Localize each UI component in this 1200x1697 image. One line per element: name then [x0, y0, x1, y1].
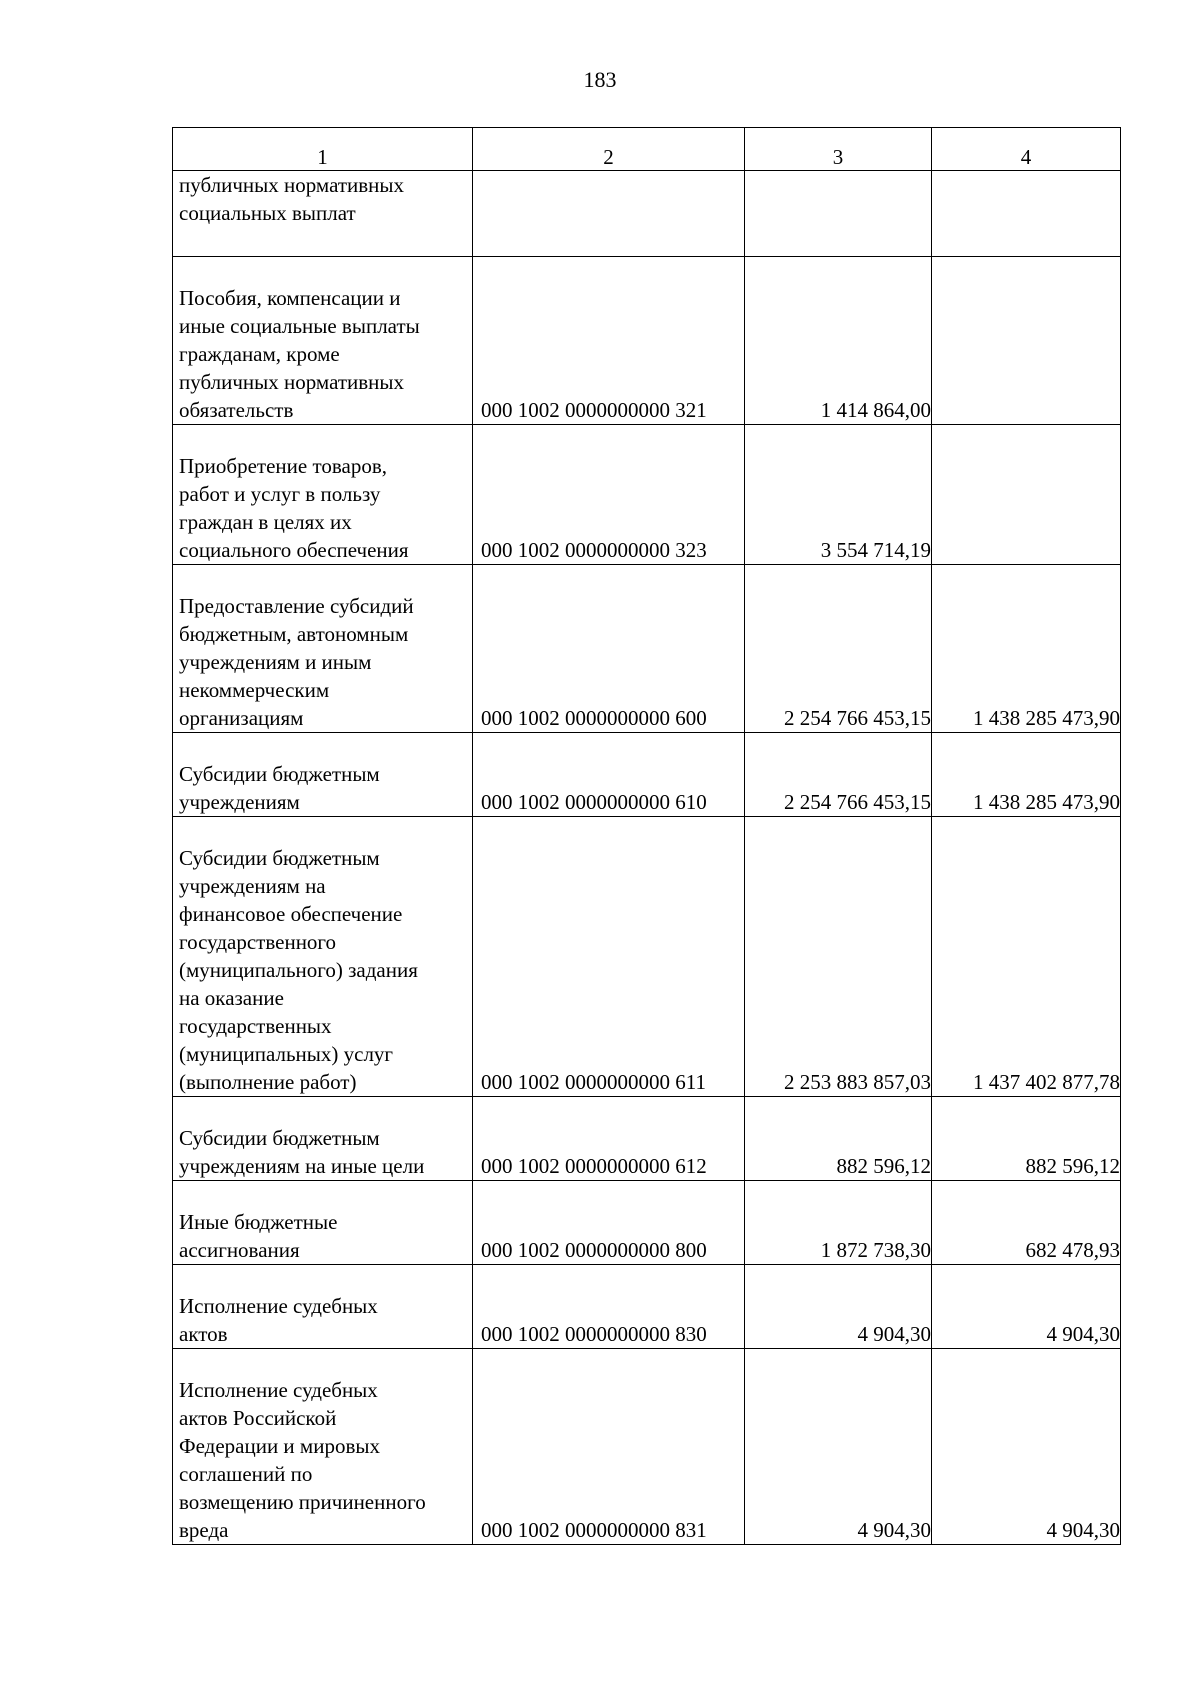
budget-code-cell: 000 1002 0000000000 600: [473, 565, 745, 733]
row-name-cell: [173, 733, 473, 817]
budget-table: [172, 127, 1121, 1545]
page-number: 183: [583, 67, 617, 92]
column-header-1: 1: [173, 128, 473, 171]
row-name-line: Исполнение судебных: [179, 1294, 378, 1318]
table-row: [173, 1349, 1121, 1545]
row-name-line: ассигнования: [179, 1238, 300, 1262]
row-name-line: публичных нормативных: [179, 370, 405, 394]
table-row: [173, 1097, 1121, 1181]
row-name-line: возмещению причиненного: [179, 1490, 426, 1514]
row-name-line: Пособия, компенсации и: [179, 286, 401, 310]
budget-code-cell: 000 1002 0000000000 831: [473, 1349, 745, 1545]
row-name-line: (муниципальных) услуг: [179, 1042, 394, 1066]
column-4-value-cell: 1 437 402 877,78: [932, 817, 1121, 1097]
table-row: [173, 257, 1121, 425]
column-3-value-cell: [745, 171, 932, 257]
row-name-cell: [173, 1097, 473, 1181]
row-name-cell: [173, 1349, 473, 1545]
table-row: [173, 817, 1121, 1097]
row-name-line: Иные бюджетные: [179, 1210, 338, 1234]
row-name-line: вреда: [179, 1518, 229, 1542]
row-name-cell: [173, 1181, 473, 1265]
table-row: [173, 1265, 1121, 1349]
column-3-value-cell: 882 596,12: [745, 1097, 932, 1181]
column-header-2: 2: [473, 128, 745, 171]
column-4-value-cell: 882 596,12: [932, 1097, 1121, 1181]
row-name-line: на оказание: [179, 986, 284, 1010]
row-name-cell: [173, 171, 473, 257]
row-name-cell: [173, 257, 473, 425]
column-4-value-cell: 682 478,93: [932, 1181, 1121, 1265]
row-name-line: учреждениям на: [179, 874, 326, 898]
row-name-line: Субсидии бюджетным: [179, 762, 380, 786]
column-3-value-cell: 3 554 714,19: [745, 425, 932, 565]
row-name-line: финансовое обеспечение: [179, 902, 403, 926]
row-name-line: Предоставление субсидий: [179, 594, 414, 618]
column-4-value-cell: [932, 171, 1121, 257]
column-3-value-cell: 2 254 766 453,15: [745, 565, 932, 733]
table-header-row: [173, 128, 1121, 171]
row-name-line: социального обеспечения: [179, 538, 409, 562]
row-name-line: организациям: [179, 706, 304, 730]
column-4-value-cell: [932, 425, 1121, 565]
table-row: [173, 565, 1121, 733]
row-name-line: бюджетным, автономным: [179, 622, 409, 646]
table-row: [173, 1181, 1121, 1265]
budget-code-cell: 000 1002 0000000000 323: [473, 425, 745, 565]
column-3-value-cell: 4 904,30: [745, 1265, 932, 1349]
row-name-line: учреждениям и иным: [179, 650, 372, 674]
column-3-value-cell: 2 254 766 453,15: [745, 733, 932, 817]
budget-code-cell: 000 1002 0000000000 612: [473, 1097, 745, 1181]
row-name-line: (муниципального) задания: [179, 958, 418, 982]
table-row: [173, 425, 1121, 565]
row-name-line: учреждениям: [179, 790, 300, 814]
column-header-3: 3: [745, 128, 932, 171]
row-name-line: граждан в целях их: [179, 510, 352, 534]
row-name-line: актов Российской: [179, 1406, 337, 1430]
budget-code-cell: 000 1002 0000000000 611: [473, 817, 745, 1097]
row-name-cell: [173, 565, 473, 733]
row-name-line: некоммерческим: [179, 678, 330, 702]
budget-code-cell: 000 1002 0000000000 830: [473, 1265, 745, 1349]
row-name-line: учреждениям на иные цели: [179, 1154, 425, 1178]
row-name-line: иные социальные выплаты: [179, 314, 420, 338]
column-3-value-cell: 1 414 864,00: [745, 257, 932, 425]
row-name-line: государственных: [179, 1014, 332, 1038]
column-4-value-cell: 4 904,30: [932, 1265, 1121, 1349]
row-name-line: актов: [179, 1322, 228, 1346]
budget-code-cell: 000 1002 0000000000 321: [473, 257, 745, 425]
column-3-value-cell: 2 253 883 857,03: [745, 817, 932, 1097]
row-name-cell: [173, 1265, 473, 1349]
table-row: [173, 171, 1121, 257]
column-4-value-cell: 1 438 285 473,90: [932, 565, 1121, 733]
row-name-line: Приобретение товаров,: [179, 454, 387, 478]
table-row: [173, 733, 1121, 817]
row-name-line: гражданам, кроме: [179, 342, 340, 366]
row-name-line: публичных нормативных: [179, 173, 405, 197]
column-3-value-cell: 4 904,30: [745, 1349, 932, 1545]
row-name-line: Субсидии бюджетным: [179, 1126, 380, 1150]
row-name-cell: [173, 817, 473, 1097]
budget-code-cell: 000 1002 0000000000 800: [473, 1181, 745, 1265]
budget-code-cell: [473, 171, 745, 257]
row-name-cell: [173, 425, 473, 565]
column-4-value-cell: 4 904,30: [932, 1349, 1121, 1545]
column-4-value-cell: 1 438 285 473,90: [932, 733, 1121, 817]
row-name-line: социальных выплат: [179, 201, 356, 225]
column-header-4: 4: [932, 128, 1121, 171]
row-name-line: Исполнение судебных: [179, 1378, 378, 1402]
column-4-value-cell: [932, 257, 1121, 425]
row-name-line: обязательств: [179, 398, 294, 422]
row-name-line: работ и услуг в пользу: [179, 482, 381, 506]
row-name-line: Федерации и мировых: [179, 1434, 380, 1458]
row-name-line: соглашений по: [179, 1462, 313, 1486]
row-name-line: государственного: [179, 930, 337, 954]
row-name-line: Субсидии бюджетным: [179, 846, 380, 870]
column-3-value-cell: 1 872 738,30: [745, 1181, 932, 1265]
row-name-line: (выполнение работ): [179, 1070, 357, 1094]
budget-code-cell: 000 1002 0000000000 610: [473, 733, 745, 817]
